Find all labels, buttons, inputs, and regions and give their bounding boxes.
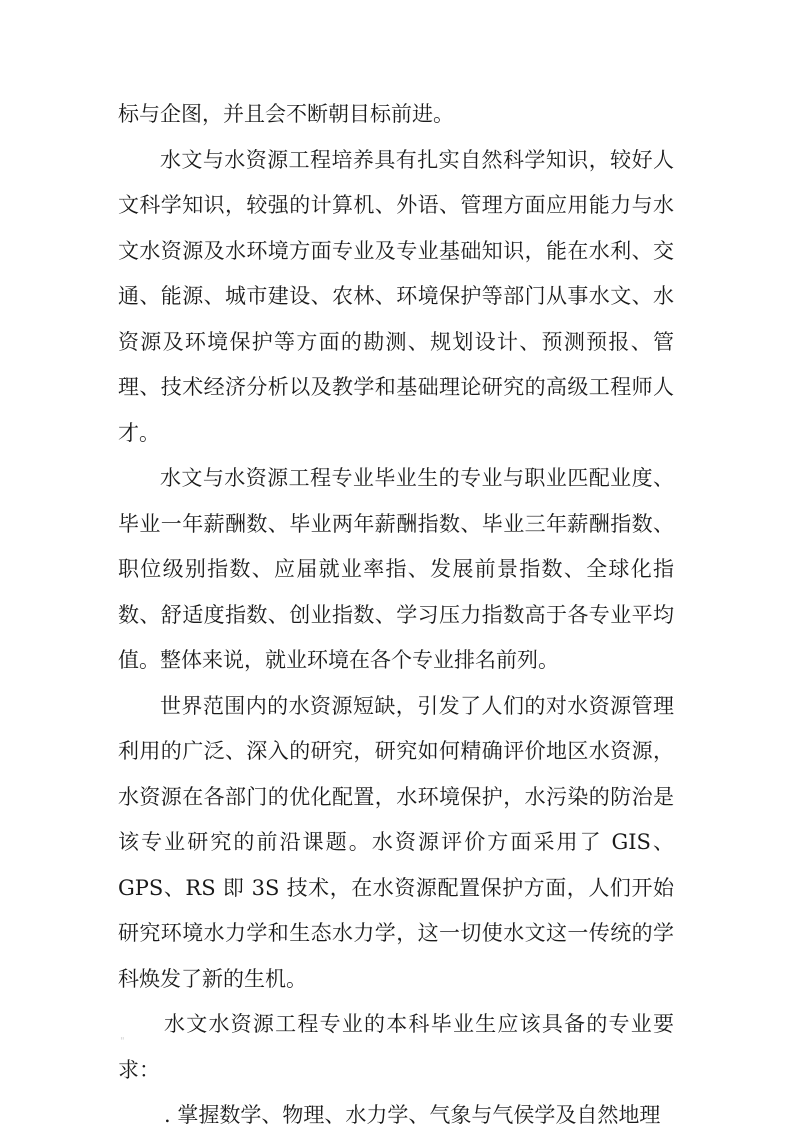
- paragraph-employment-indices: 水文与水资源工程专业毕业生的专业与职业匹配业度、毕业一年薪酬数、毕业两年薪酬指数、毕业三年薪酬指数、职位级别指数、应届就业率指、发展前景指数、全球化指数、舒适度指数、创业指数、学习压力指数高于各专业平均值。整体来说，就业环境在各个专业排名前列。: [118, 466, 674, 672]
- paragraph-training-goals: 水文与水资源工程培养具有扎实自然科学知识，较好人文科学知识，较强的计算机、外语、管理方面应用能力与水文水资源及水环境方面专业及专业基础知识，能在水利、交通、能源、城市建设、农林、环境保护等部门从事水文、水资源及环境保护等方面的勘测、规划设计、预测预报、管理、技术经济分析以及教学和基础理论研究的高级工程师人才。: [118, 147, 674, 445]
- footer-mark: ": [120, 1036, 125, 1047]
- document-body: [118, 92, 674, 1139]
- list-item-requirement: . 掌握数学、物理、水力学、气象与气侯学及自然地理: [164, 1103, 661, 1127]
- paragraph-research-frontier: 世界范围内的水资源短缺，引发了人们的对水资源管理利用的广泛、深入的研究，研究如何精确评价地区水资源，水资源在各部门的优化配置，水环境保护，水污染的防治是该专业研究的前沿课题。水资源评价方面采用了 GIS、 GPS、RS 即 3S 技术，在水资源配置保护方面，人们开始研究环境水力学和生态水力学，这一切使水文这一传统的学科焕发了新的生机。: [118, 693, 674, 991]
- paragraph-continuation: 标与企图，并且会不断朝目标前进。: [118, 102, 454, 126]
- paragraph-requirements-intro: 水文水资源工程专业的本科毕业生应该具备的专业要求：: [118, 1012, 674, 1082]
